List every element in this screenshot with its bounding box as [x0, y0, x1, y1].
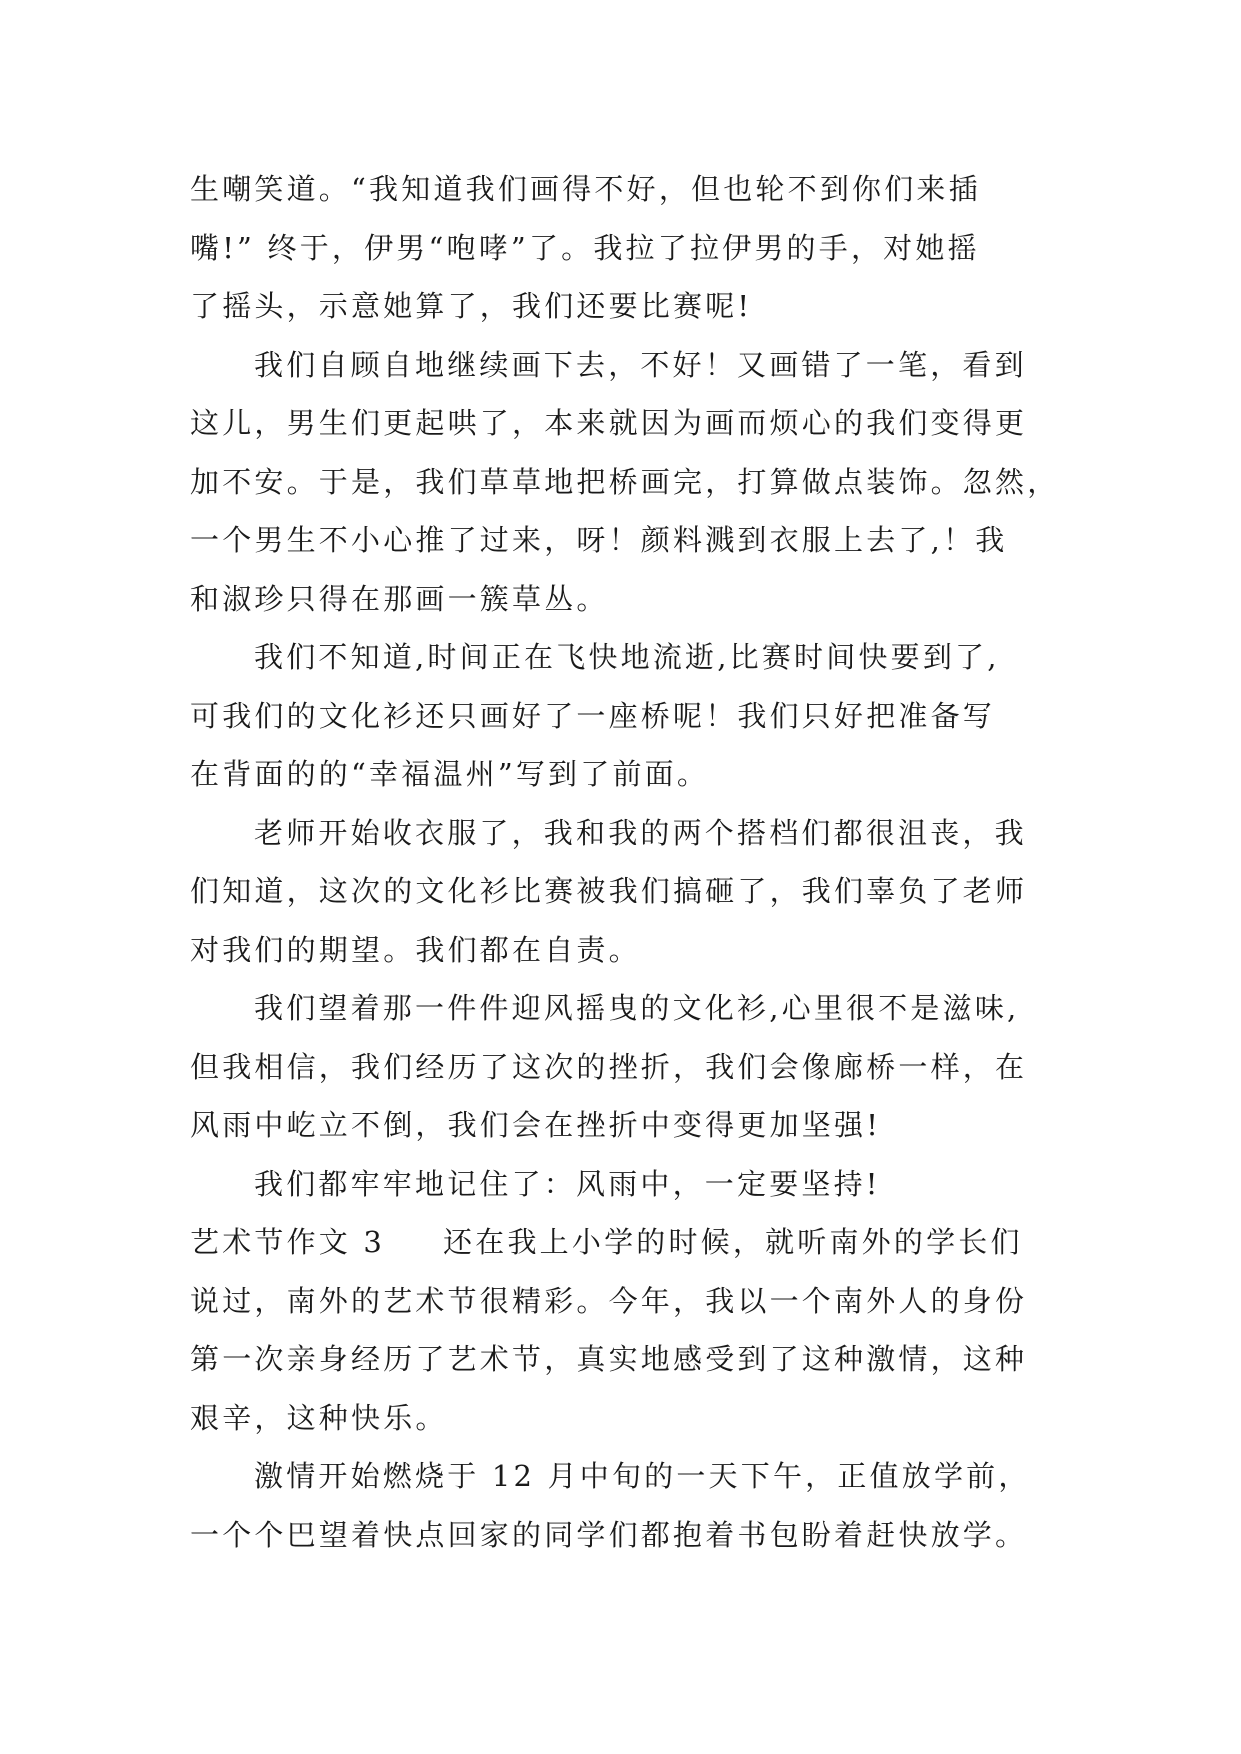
paragraph-start-line: 我们望着那一件件迎风摇曳的文化衫,心里很不是滋味,	[254, 991, 1020, 1025]
text-line: 生嘲笑道。“我知道我们画得不好，但也轮不到你们来插	[190, 172, 981, 206]
text-line: 一个个巴望着快点回家的同学们都抱着书包盼着赶快放学。	[190, 1517, 1028, 1552]
paragraph-start-line: 激情开始燃烧于 12 月中旬的一天下午，正值放学前，	[254, 1459, 1031, 1493]
text-line: 一个男生不小心推了过来，呀！颜料溅到衣服上去了,！我	[190, 523, 1008, 557]
paragraph-start-line: 我们不知道,时间正在飞快地流逝,比赛时间快要到了,	[254, 640, 1000, 674]
section-heading: 艺术节作文 3	[190, 1225, 386, 1259]
essay-text	[190, 160, 1070, 1564]
text-line: 了摇头，示意她算了，我们还要比赛呢!	[190, 289, 753, 323]
text-line: 但我相信，我们经历了这次的挫折，我们会像廊桥一样，在	[190, 1049, 1028, 1084]
text-line: 艰辛，这种快乐。	[190, 1400, 448, 1435]
text-line: 对我们的期望。我们都在自责。	[190, 932, 641, 967]
text-line: 和淑珍只得在那画一簇草丛。	[190, 581, 609, 616]
paragraph-start-line: 我们都牢牢地记住了：风雨中，一定要坚持!	[254, 1166, 881, 1201]
text-line: 嘴!” 终于，伊男“咆哮”了。我拉了拉伊男的手，对她摇	[190, 230, 980, 265]
text-line: 说过，南外的艺术节很精彩。今年，我以一个南外人的身份	[190, 1283, 1028, 1318]
text-line: 这儿，男生们更起哄了，本来就因为画而烦心的我们变得更	[190, 406, 1028, 440]
text-line: 在背面的的“幸福温州”写到了前面。	[190, 757, 710, 791]
text-line: 风雨中屹立不倒，我们会在挫折中变得更加坚强!	[190, 1108, 882, 1142]
text-line: 们知道，这次的文化衫比赛被我们搞砸了，我们辜负了老师	[190, 874, 1028, 908]
section-heading-line	[190, 1213, 1070, 1272]
text-line: 第一次亲身经历了艺术节，真实地感受到了这种激情，这种	[190, 1342, 1028, 1376]
paragraph-start-line: 我们自顾自地继续画下去，不好！又画错了一笔，看到	[254, 347, 1027, 382]
text-line: 可我们的文化衫还只画好了一座桥呢！我们只好把准备写	[190, 698, 996, 733]
paragraph-start-line: 老师开始收衣服了，我和我的两个搭档们都很沮丧，我	[254, 815, 1027, 850]
text-line: 加不安。于是，我们草草地把桥画完，打算做点装饰。忽然，	[190, 464, 1060, 499]
section-first-line: 还在我上小学的时候，就听南外的学长们	[443, 1225, 1023, 1259]
